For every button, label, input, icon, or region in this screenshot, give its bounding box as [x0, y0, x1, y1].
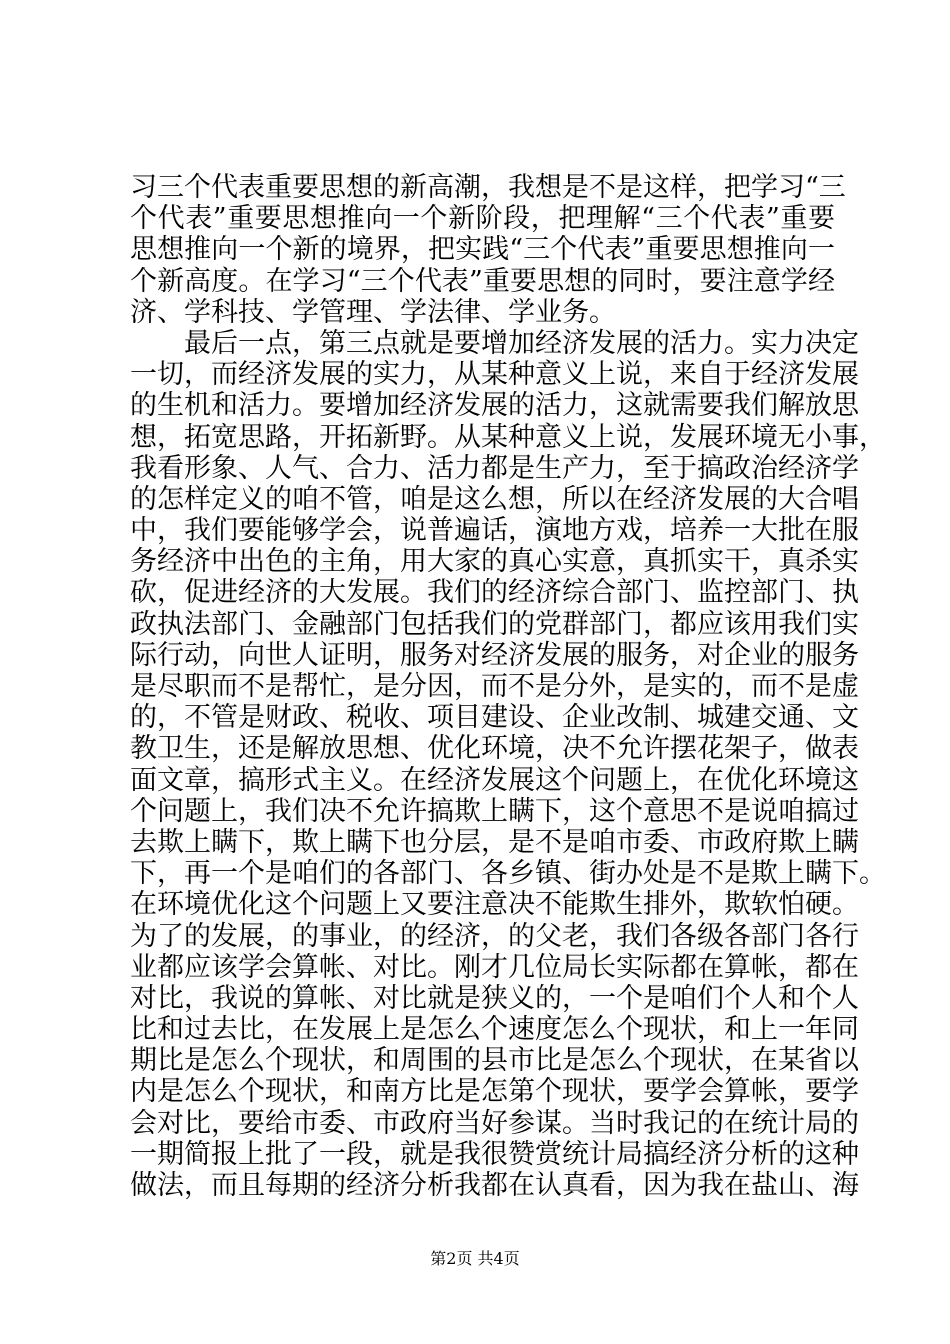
text-line: 个新高度。在学习“三个代表”重要思想的同时，要注意学经	[130, 265, 835, 297]
text-line: 教卫生，还是解放思想、优化环境，决不允许摆花架子，做表	[130, 733, 859, 765]
text-line: 比和过去比，在发展上是怎么个速度怎么个现状，和上一年同	[130, 1014, 859, 1046]
text-line: 业都应该学会算帐、对比。刚才几位局长实际都在算帐，都在	[130, 951, 859, 983]
text-line: 一切，而经济发展的实力，从某种意义上说，来自于经济发展	[130, 359, 859, 391]
text-line: 的生机和活力。要增加经济发展的活力，这就需要我们解放思	[130, 390, 859, 422]
text-line: 一期简报上批了一段，就是我很赞赏统计局搞经济分析的这种	[130, 1138, 859, 1170]
text-line: 济、学科技、学管理、学法律、学业务。	[130, 296, 616, 328]
text-line: 的怎样定义的咱不管，咱是这么想，所以在经济发展的大合唱	[130, 483, 859, 515]
body-text	[130, 172, 886, 1201]
text-line: 个问题上，我们决不允许搞欺上瞒下，这个意思不是说咱搞过	[130, 795, 859, 827]
text-line: 面文章，搞形式主义。在经济发展这个问题上，在优化环境这	[130, 764, 859, 796]
text-line: 习三个代表重要思想的新高潮，我想是不是这样，把学习“三	[130, 172, 846, 203]
text-line: 我看形象、人气、合力、活力都是生产力，至于搞政治经济学	[130, 452, 859, 484]
text-line: 期比是怎么个现状，和周围的县市比是怎么个现状，在某省以	[130, 1045, 859, 1077]
text-line: 去欺上瞒下，欺上瞒下也分层，是不是咱市委、市政府欺上瞒	[130, 826, 859, 858]
text-line: 际行动，向世人证明，服务对经济发展的服务，对企业的服务	[130, 639, 859, 671]
text-line: 政执法部门、金融部门包括我们的党群部门，都应该用我们实	[130, 608, 859, 640]
text-line: 务经济中出色的主角，用大家的真心实意，真抓实干，真杀实	[130, 546, 859, 578]
text-line: 砍，促进经济的大发展。我们的经济综合部门、监控部门、执	[130, 577, 859, 609]
text-line: 是尽职而不是帮忙，是分因，而不是分外，是实的，而不是虚	[130, 671, 859, 702]
text-line: 中，我们要能够学会，说普遍话，演地方戏，培养一大批在服	[130, 515, 859, 547]
text-line: 对比，我说的算帐、对比就是狭义的，一个是咱们个人和个人	[130, 982, 859, 1014]
text-line: 想，拓宽思路，开拓新野。从某种意义上说，发展环境无小事，	[130, 421, 886, 453]
text-line: 最后一点，第三点就是要增加经济发展的活力。实力决定	[184, 327, 859, 359]
text-line: 做法，而且每期的经济分析我都在认真看，因为我在盐山、海	[130, 1170, 859, 1201]
text-line: 的，不管是财政、税收、项目建设、企业改制、城建交通、文	[130, 702, 859, 734]
text-line: 会对比，要给市委、市政府当好参谋。当时我记的在统计局的	[130, 1107, 859, 1139]
text-line: 下，再一个是咱们的各部门、各乡镇、街办处是不是欺上瞒下。	[130, 858, 886, 890]
text-line: 内是怎么个现状，和南方比是怎第个现状，要学会算帐，要学	[130, 1076, 859, 1108]
text-line: 个代表”重要思想推向一个新阶段，把理解“三个代表”重要	[130, 203, 835, 235]
text-line: 为了的发展，的事业，的经济，的父老，我们各级各部门各行	[130, 920, 859, 952]
page-number-footer: 第2页 共4页	[430, 1249, 520, 1268]
text-line: 在环境优化这个问题上又要注意决不能欺生排外，欺软怕硬。	[130, 889, 859, 921]
text-line: 思想推向一个新的境界，把实践“三个代表”重要思想推向一	[130, 234, 835, 266]
